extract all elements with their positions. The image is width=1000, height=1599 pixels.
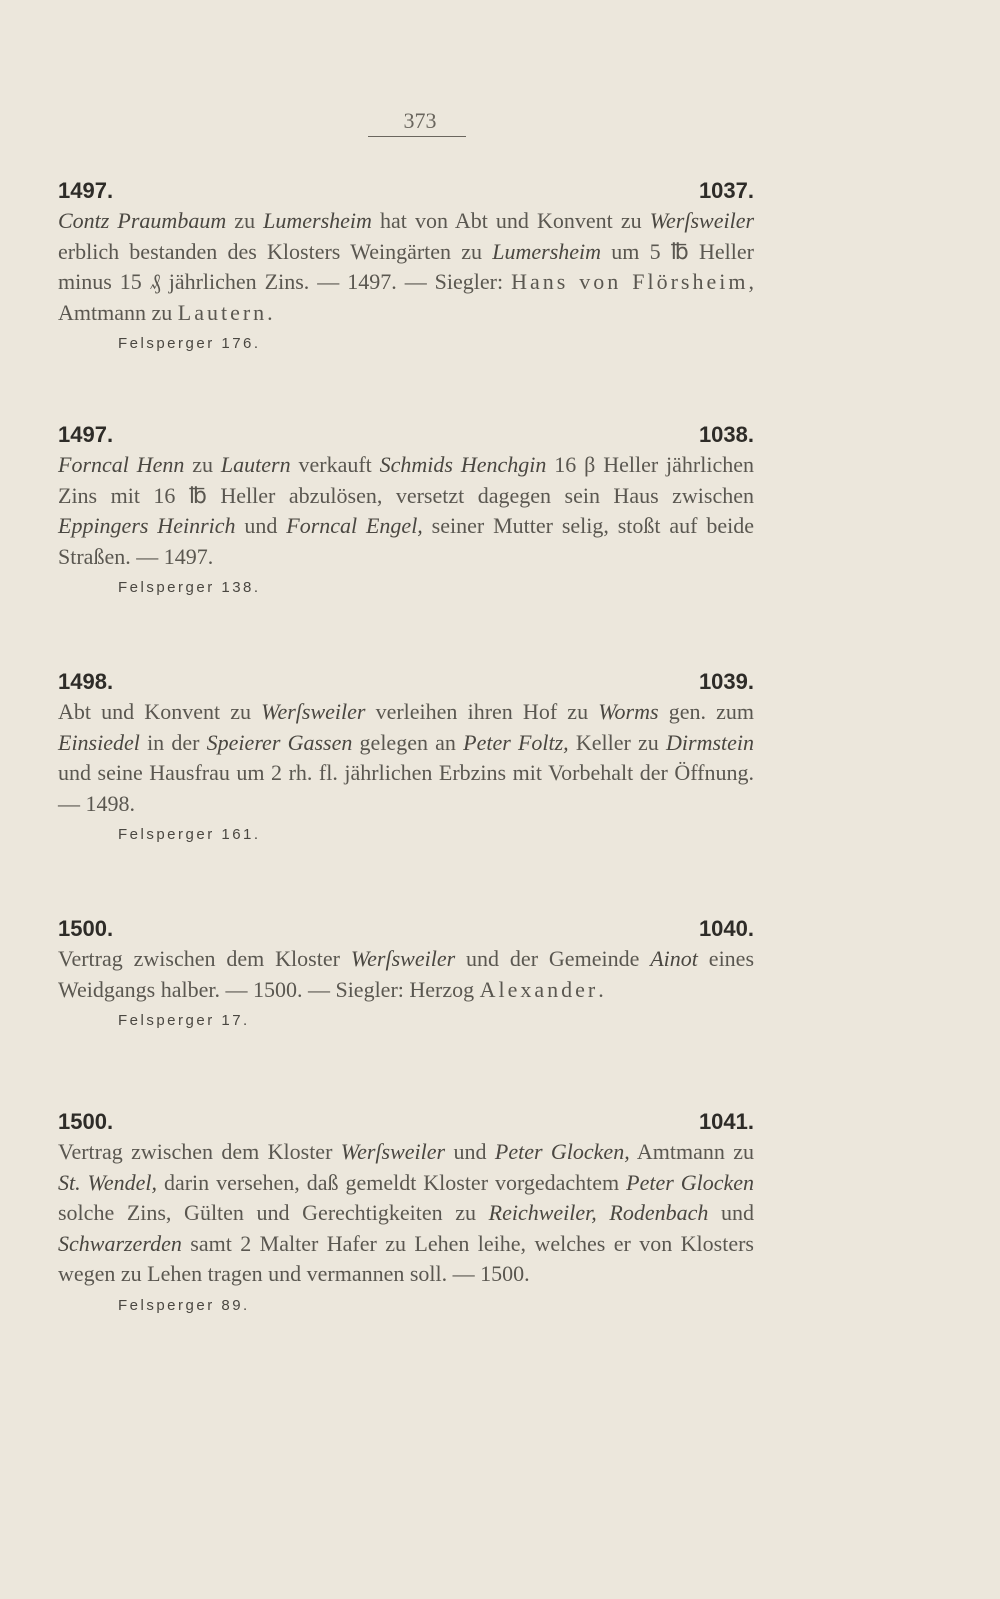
entry-year: 1497. (58, 422, 114, 447)
entry-header (58, 914, 754, 944)
entry-1041 (58, 1107, 754, 1320)
source-reference: Felsperger 17. (118, 1012, 250, 1029)
entry-number: 1039. (698, 669, 754, 694)
entry-1037 (58, 176, 754, 358)
page-number-rule (368, 136, 466, 137)
entry-header (58, 420, 754, 450)
entry-header (58, 667, 754, 697)
entry-text: Forncal Henn zu Lautern verkauft Schmids Henchgin 16 β Heller jährlichen Zins mit 16 ℔ Heller abzulösen, versetzt dagegen sein Haus zwischen Eppingers Heinrich und Forncal Engel, seiner Mutter selig, stoßt auf beide Straßen. — 1497. (58, 452, 755, 569)
source-reference: Felsperger 138. (118, 579, 261, 596)
entry-text: Contz Praumbaum zu Lumersheim hat von Abt und Konvent zu Werſsweiler erblich bestanden des Klosters Weingärten zu Lumersheim um 5 ℔ Heller minus 15 ₰ jährlichen Zins. — 1497. — Siegler: Hans von Flörsheim, Amtmann zu Lautern. (58, 208, 755, 325)
entry-number: 1041. (698, 1109, 754, 1134)
entry-number: 1038. (698, 422, 754, 447)
entry-header (58, 1107, 754, 1137)
entry-year: 1497. (58, 178, 114, 203)
source-reference: Felsperger 89. (118, 1296, 250, 1314)
entry-year: 1500. (58, 1109, 114, 1134)
entry-number: 1037. (698, 178, 754, 203)
entry-header (58, 176, 754, 206)
entry-1039 (58, 667, 754, 849)
source-reference: Felsperger 176. (118, 335, 261, 352)
entry-text: Vertrag zwischen dem Kloster Werſsweiler und Peter Glocken, Amtmann zu St. Wendel, darin versehen, daß gemeldt Kloster vorgedachtem Peter Glocken solche Zins, Gülten und Gerechtigkeiten zu Reichweiler, Rodenbach und Schwarzerden samt 2 Malter Hafer zu Lehen leihe, welches er von Klosters wegen zu Lehen tragen und vermannen soll. — 1500. (58, 1139, 755, 1286)
entry-year: 1500. (58, 916, 114, 941)
entry-text: Vertrag zwischen dem Kloster Werſsweiler und der Gemeinde Ainot eines Weidgangs halber. — 1500. — Siegler: Herzog Alexander. (58, 946, 755, 1002)
entry-text: Abt und Konvent zu Werſsweiler verleihen ihren Hof zu Worms gen. zum Einsiedel in der Speierer Gassen gelegen an Peter Foltz, Keller zu Dirmstein und seine Hausfrau um 2 rh. fl. jährlichen Erbzins mit Vorbehalt der Öffnung. — 1498. (58, 699, 755, 816)
entry-year: 1498. (58, 669, 114, 694)
source-reference: Felsperger 161. (118, 826, 261, 843)
entry-number: 1040. (698, 916, 754, 941)
entry-1040 (58, 914, 754, 1035)
page-number: 373 (403, 108, 437, 133)
entry-1038 (58, 420, 754, 602)
